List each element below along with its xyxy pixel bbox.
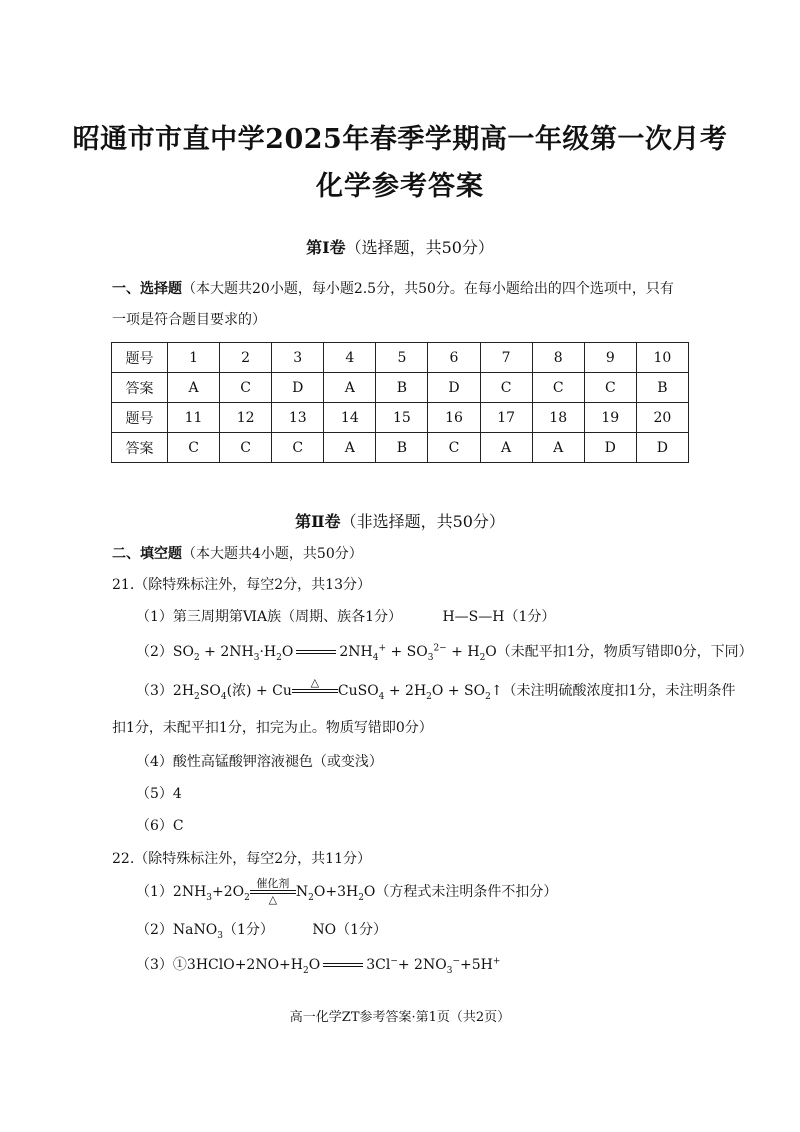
table-cell: 5: [376, 343, 428, 373]
table-cell: 题号: [112, 343, 168, 373]
part2-section-label: 二、填空题: [112, 546, 182, 562]
q21-header: 21.（除特殊标注外，每空2分，共13分）: [112, 577, 371, 593]
table-cell: C: [532, 373, 584, 403]
part1-heading-rest: （选择题，共50分）: [345, 238, 494, 257]
q21-answer-2: [136, 641, 753, 663]
table-cell: B: [376, 373, 428, 403]
part2-heading-bold: 第Ⅱ卷: [295, 512, 341, 531]
table-cell: 题号: [112, 403, 168, 433]
exam-title: 昭通市市直中学2025年春季学期高一年级第一次月考: [72, 124, 728, 155]
table-cell: 16: [428, 403, 480, 433]
part2-heading-rest: （非选择题，共50分）: [340, 512, 505, 531]
q22-a3-equation: $(3)①3HClO+2NO+H_2O$ $3Cl^-+ 2NO_3^-+5H^+$: [136, 956, 501, 976]
page-footer: 高一化学ZT参考答案·第1页（共2页）: [289, 1010, 511, 1025]
table-cell: 20: [636, 403, 688, 433]
table-cell: C: [480, 373, 532, 403]
q22-header: 22.（除特殊标注外，每空2分，共11分）: [112, 851, 371, 867]
table-cell: 11: [168, 403, 220, 433]
q22-a2b-text: NO（1分）: [312, 922, 387, 938]
reaction-condition: [250, 878, 296, 906]
table-row: [112, 433, 689, 463]
table-cell: D: [272, 373, 324, 403]
exam-subtitle: 化学参考答案: [316, 171, 484, 202]
table-cell: 3: [272, 343, 324, 373]
table-cell: C: [168, 433, 220, 463]
table-cell: 4: [324, 343, 376, 373]
table-cell: A: [532, 433, 584, 463]
table-cell: 12: [220, 403, 272, 433]
catalyst-label: 催化剂: [256, 877, 290, 890]
table-cell: 17: [480, 403, 532, 433]
part1-instructions-text: （本大题共20小题，每小题2.5分，共50分。在每小题给出的四个选项中，只有: [182, 281, 674, 297]
q22-a1-equation: $(1)2NH_3+2O_2$ 催化剂 △ $N_2O+3H_2O$: [136, 877, 376, 906]
part2-section-rest: （本大题共4小题，共50分）: [182, 546, 363, 562]
table-cell: 答案: [112, 433, 168, 463]
q22-a2a-text: （2）NaNO$_3$（1分）: [136, 922, 274, 941]
table-cell: 18: [532, 403, 584, 433]
table-cell: 7: [480, 343, 532, 373]
table-row: [112, 373, 689, 403]
q21-a2-note: （未配平扣1分，物质写错即0分，下同）: [496, 644, 753, 660]
table-cell: C: [220, 433, 272, 463]
table-row: [112, 343, 689, 373]
table-cell: 15: [376, 403, 428, 433]
table-cell: A: [324, 373, 376, 403]
table-cell: 13: [272, 403, 324, 433]
table-cell: 1: [168, 343, 220, 373]
table-cell: B: [376, 433, 428, 463]
table-cell: 14: [324, 403, 376, 433]
part2-section: [112, 543, 363, 563]
table-cell: 9: [584, 343, 636, 373]
q22-a1-note: （方程式未注明条件不扣分）: [375, 884, 558, 900]
q21-a2-equation: $(2)SO_2 + 2NH_3\cdot H_2O$ $2NH_4^+ + SO_3^{2-} + H_2O$: [136, 643, 497, 663]
table-cell: D: [636, 433, 688, 463]
equals-arrow: [323, 963, 363, 967]
table-cell: C: [584, 373, 636, 403]
table-cell: 19: [584, 403, 636, 433]
q21-answer-4: （4）酸性高锰酸钾溶液褪色（或变浅）: [136, 754, 383, 770]
q21-a3-note: （未注明硫酸浓度扣1分，未注明条件: [502, 683, 736, 699]
q21-answer-3: [136, 677, 735, 705]
heat-symbol: △: [310, 676, 320, 689]
q21-a1b-text: H—S—H（1分）: [442, 609, 556, 625]
q21-answer-3-line2: 扣1分，未配平扣1分，扣完为止。物质写错即0分）: [112, 720, 433, 736]
q21-a3-equation: $(3)2H_2SO_4$(浓) + Cu △ CuSO$_4$ + $2H_2O$ + $SO_2↑$: [136, 683, 503, 699]
part1-heading: [0, 235, 800, 258]
reaction-condition: [292, 677, 338, 705]
table-cell: 答案: [112, 373, 168, 403]
q22-answer-3: [136, 954, 500, 976]
part2-heading: [0, 509, 800, 532]
table-cell: 10: [636, 343, 688, 373]
table-cell: 2: [220, 343, 272, 373]
heat-symbol: △: [268, 893, 278, 906]
equals-arrow: [296, 650, 336, 654]
q21-answer-6: （6）C: [136, 818, 184, 834]
table-cell: C: [272, 433, 324, 463]
table-cell: A: [480, 433, 532, 463]
part1-heading-bold: 第Ⅰ卷: [306, 238, 346, 257]
q21-answer-5: （5）4: [136, 786, 182, 802]
q21-a1-text: （1）第三周期第ⅥA族（周期、族各1分）: [136, 609, 403, 625]
table-cell: D: [584, 433, 636, 463]
table-cell: 6: [428, 343, 480, 373]
table-cell: D: [428, 373, 480, 403]
table-cell: C: [428, 433, 480, 463]
table-cell: A: [324, 433, 376, 463]
part1-instructions-1: [112, 278, 674, 298]
answer-table: [111, 342, 689, 463]
q21-answer-1: [136, 606, 555, 626]
part1-section-label: 一、选择题: [112, 281, 182, 297]
q22-answer-1: [136, 878, 557, 906]
table-cell: B: [636, 373, 688, 403]
table-cell: 8: [532, 343, 584, 373]
q22-answer-2: [136, 919, 387, 941]
part1-instructions-2: 一项是符合题目要求的）: [112, 312, 266, 328]
table-cell: C: [220, 373, 272, 403]
table-row: [112, 403, 689, 433]
table-cell: A: [168, 373, 220, 403]
